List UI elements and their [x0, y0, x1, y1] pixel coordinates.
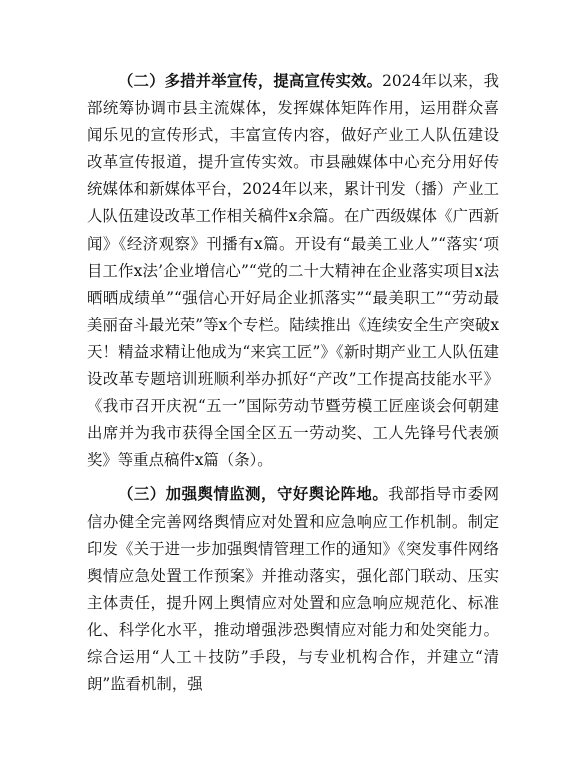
paragraph-heading: （二）多措并举宣传，提高宣传实效。	[118, 72, 383, 90]
paragraph-text: 2024年以来，我部统筹协调市县主流媒体，发挥媒体矩阵作用，运用群众喜闻乐见的宣传形式，丰富宣传内容，做好产业工人队伍建设改革宣传报道，提升宣传实效。市县融媒体中心充分用好传统媒体和新媒体平台，2024年以来，累计刊发（播）产业工人队伍建设改革工作相关稿件x余篇。在广西级媒体《广西新闻》《经济观察》刊播有x篇。开设有“最美工业人”“落实‘项目工作x法’企业增信心”“党的二十大精神在企业落实项目x法晒晒成绩单”“强信心开好局企业抓落实”“最美职工”“劳动最美丽奋斗最光荣”等x个专栏。陆续推出《连续安全生产突破x天！精益求精让他成为“来宾工匠”》《新时期产业工人队伍建设改革专题培训班顺利举办抓好“产改”工作提高技能水平》《我市召开庆祝“五一”国际劳动节暨劳模工匠座谈会何朝建出席并为我市获得全国全区五一劳动奖、工人先锋号代表颁奖》等重点稿件x篇（条）。	[87, 72, 499, 470]
paragraph-text: 我部指导市委网信办健全完善网络舆情应对处置和应急响应工作机制。制定印发《关于进一步加强舆情管理工作的通知》《突发事件网络舆情应急处置工作预案》并推动落实，强化部门联动、压实主体责任，提升网上舆情应对处置和应急响应规范化、标准化、科学化水平，推动增强涉恐舆情应对能力和处突能力。综合运用“人工＋技防”手段，与专业机构合作，并建立“清朗”监看机制，强	[87, 485, 499, 694]
paragraph-heading: （三）加强舆情监测，守好舆论阵地。	[118, 485, 389, 504]
paragraph-publicity	[87, 68, 499, 474]
paragraph-public-opinion	[87, 481, 499, 698]
document-body	[87, 68, 499, 698]
